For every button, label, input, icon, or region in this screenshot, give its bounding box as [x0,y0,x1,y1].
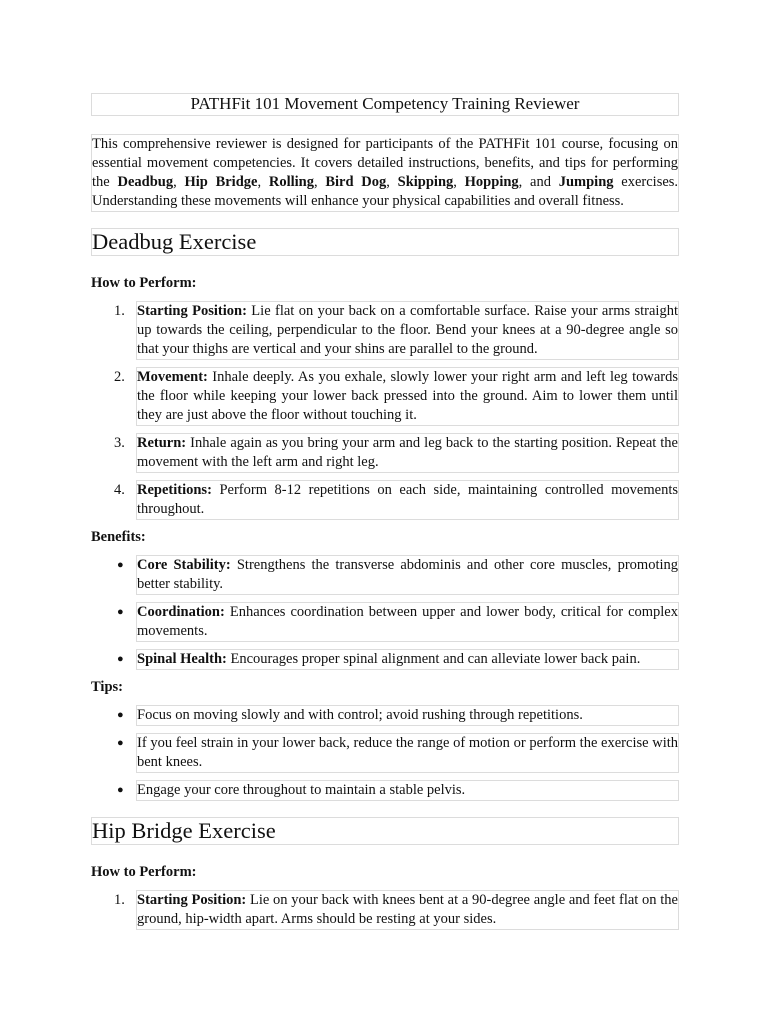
intro-exercise-jumping: Jumping [558,174,614,190]
list-item [117,780,679,801]
how-to-perform-label: How to Perform: [91,864,197,880]
intro-text-start: This comprehensive reviewer is designed for participants of the PATHFit 101 course, focusing on essential movement competencies. It covers detailed instructions, benefits, and tips for performing the [92,136,678,190]
step-text: Inhale deeply. As you exhale, slowly lower your right arm and left leg towards the floor while keeping your lower back pressed into the ground. Aim to lower them until they are just above the floor without touching it. [137,369,678,423]
benefit-text: Strengthens the transverse abdominis and other core muscles, promoting better stability. [137,557,678,592]
intro-and: and [530,174,551,190]
step-number: 2. [114,369,125,385]
benefit-text: Encourages proper spinal alignment and can alleviate lower back pain. [226,651,641,667]
step-text: Lie flat on your back on a comfortable surface. Raise your arms straight up towards the ceiling, perpendicular to the floor. Bend your knees at a 90-degree angle so that your thighs are vertical and your shins are parallel to the ground. [137,303,678,357]
step-text: Lie on your back with knees bent at a 90-degree angle and feet flat on the ground, hip-width apart. Arms should be resting at your sides. [137,892,678,927]
step-number: 1. [114,303,125,319]
section-heading-deadbug: Deadbug Exercise [91,228,679,256]
hip-bridge-steps-list [91,890,679,930]
step-number: 1. [114,892,125,908]
list-item [114,433,679,473]
section-heading-hip-bridge: Hip Bridge Exercise [91,817,679,845]
step-text: Inhale again as you bring your arm and leg back to the starting position. Repeat the movement with the left arm and right leg. [137,435,678,470]
intro-exercise-rolling: Rolling [268,174,314,190]
bullet-icon: ● [117,737,124,749]
benefit-title: Core Stability: [137,557,231,573]
list-item [117,555,679,595]
document-title: PATHFit 101 Movement Competency Training Reviewer [91,93,679,116]
list-item [114,367,679,426]
benefits-label: Benefits: [91,529,146,545]
benefit-title: Coordination: [137,604,225,620]
list-item [117,705,679,726]
step-text: Perform 8-12 repetitions on each side, maintaining controlled movements throughout. [137,482,678,517]
step-number: 4. [114,482,125,498]
list-item [114,480,679,520]
benefit-text: Enhances coordination between upper and lower body, critical for complex movements. [137,604,678,639]
step-title: Repetitions: [137,482,212,498]
step-number: 3. [114,435,125,451]
step-title: Starting Position: [137,303,247,319]
tip-text: Focus on moving slowly and with control; avoid rushing through repetitions. [137,707,583,723]
bullet-icon: ● [117,606,124,618]
list-item [114,301,679,360]
intro-text-end: exercises. Understanding these movements will enhance your physical capabilities and overall fitness. [92,174,679,209]
intro-exercise-deadbug: Deadbug [117,174,174,190]
step-title: Movement: [137,369,208,385]
intro-exercise-skipping: Skipping [397,174,454,190]
benefits-list [91,555,679,670]
list-item [117,649,679,670]
tips-list [91,705,679,801]
tip-text: If you feel strain in your lower back, reduce the range of motion or perform the exercise with bent knees. [137,735,678,770]
benefit-title: Spinal Health: [137,651,227,667]
bullet-icon: ● [117,653,124,665]
intro-exercise-hip-bridge: Hip Bridge [184,174,258,190]
deadbug-steps-list [91,301,679,520]
intro-exercise-hopping: Hopping [464,174,519,190]
list-item [117,733,679,773]
tips-label: Tips: [91,679,123,695]
step-title: Starting Position: [137,892,247,908]
intro-paragraph: This comprehensive reviewer is designed for participants of the PATHFit 101 course, focusing on essential movement competencies. It covers detailed instructions, benefits, and tips for performing the Deadbug, Hip Bridge, Rolling, Bird Dog, Skipping, Hopping, and Jumping exercises. Understanding these movements will enhance your physical capabilities and overall fitness. [91,134,679,212]
list-item [114,890,679,930]
tip-text: Engage your core throughout to maintain a stable pelvis. [137,782,466,798]
bullet-icon: ● [117,709,124,721]
bullet-icon: ● [117,559,124,571]
list-item [117,602,679,642]
step-title: Return: [137,435,187,451]
bullet-icon: ● [117,784,124,796]
how-to-perform-label: How to Perform: [91,275,197,291]
document-page [91,93,679,930]
intro-exercise-bird-dog: Bird Dog [325,174,387,190]
